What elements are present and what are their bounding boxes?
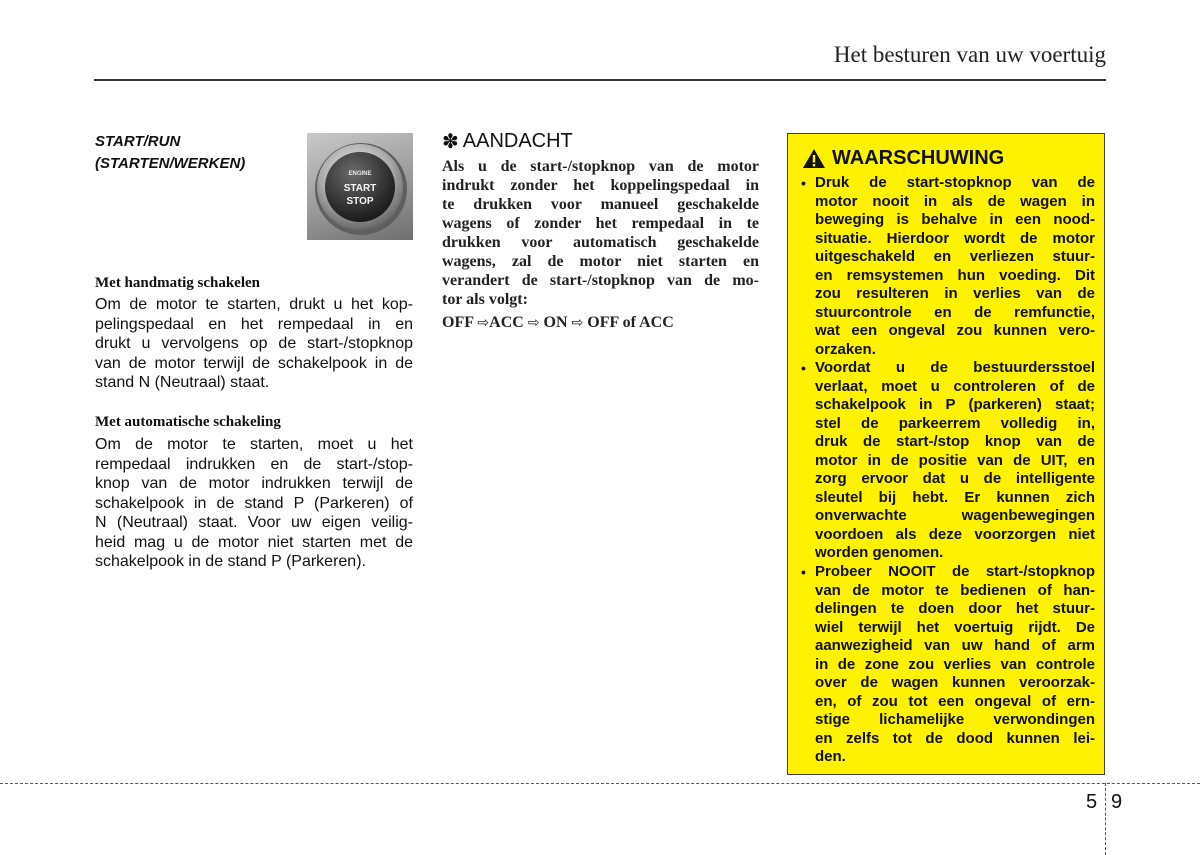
arrow-right-icon: ⇨ <box>477 315 490 331</box>
paragraph-line: Om de motor te starten, moet u het <box>95 436 413 453</box>
list-item-line: zorg ervoor dat u de intelligente <box>815 470 1095 487</box>
paragraph-line: drukken voor automatisch geschakelde <box>442 234 759 251</box>
paragraph-line: drukt u vervolgens op de start-/stopknop <box>95 335 413 352</box>
list-item-line: stige lichamelijke verwondingen <box>815 711 1095 728</box>
list-item-line: stel de parkeerrem volledig in, <box>815 414 1095 432</box>
list-item-line: motor in de positie van de UIT, en <box>815 451 1095 469</box>
list-item-line: stuurcontrole en de remfunctie, <box>815 303 1095 321</box>
paragraph-line: wagens, zal de motor niet starten en <box>442 253 759 270</box>
running-header-title: Het besturen van uw voertuig <box>833 42 1106 67</box>
attention-paragraph <box>442 157 759 309</box>
warning-triangle-icon <box>802 148 826 169</box>
button-label-engine: ENGINE <box>348 171 372 177</box>
footer-dashed-divider <box>1105 783 1106 855</box>
paragraph-line: tor als volgt: <box>442 291 528 308</box>
list-item-line: Druk de start-stopknop van de <box>815 174 1095 191</box>
paragraph-line: wagens of zonder het rempedaal in te <box>442 215 759 232</box>
bullet-icon: • <box>801 175 806 191</box>
state-on: ON <box>543 314 568 331</box>
asterisk-icon: ✽ <box>442 130 459 153</box>
state-off-or-acc: OFF of ACC <box>587 314 674 331</box>
list-item-line: worden genomen. <box>815 544 944 561</box>
paragraph-line: stand N (Neutraal) staat. <box>95 374 270 391</box>
list-item-line: druk de start-/stop knop van de <box>815 433 1095 450</box>
state-acc: ACC <box>489 314 524 331</box>
section-title-line-1: START/RUN <box>95 133 181 150</box>
footer-dashed-rule <box>0 783 1200 784</box>
manual-transmission-heading: Met handmatig schakelen <box>95 275 260 291</box>
list-item-line: en zelfs tot de dood kunnen lei- <box>815 729 1095 747</box>
button-label-start: START <box>343 183 377 194</box>
chapter-number: 5 <box>1086 791 1098 813</box>
paragraph-line: heid mag u de motor niet starten met de <box>95 533 413 551</box>
list-item-line: sleutel bij hebt. Er kunnen zich <box>815 488 1095 506</box>
attention-heading <box>442 130 573 153</box>
page-number: 9 <box>1111 791 1123 813</box>
manual-transmission-paragraph <box>95 295 413 393</box>
bullet-icon: • <box>801 564 806 580</box>
warning-heading <box>802 147 1004 170</box>
warning-list-item-1 <box>800 174 1095 359</box>
paragraph-line: pelingspedaal en het rempedaal in en <box>95 315 413 333</box>
list-item-line: Probeer NOOIT de start-/stopknop <box>815 563 1095 580</box>
button-state-sequence <box>442 314 674 332</box>
list-item-line: van de motor te bedienen of han- <box>815 581 1095 599</box>
list-item-line: onverwachte wagenbewegingen <box>815 507 1095 524</box>
automatic-transmission-heading: Met automatische schakeling <box>95 414 281 430</box>
paragraph-line: te drukken voor manueel geschakelde <box>442 196 759 213</box>
list-item-line: wat een ongeval zou kunnen vero- <box>815 322 1095 339</box>
paragraph-line: rempedaal indrukken en de start-/stop- <box>95 455 413 473</box>
list-item-line: den. <box>815 748 846 765</box>
paragraph-line: van de motor terwijl de schakelpook in de <box>95 354 413 372</box>
paragraph-line: verandert de start-/stopknop van de mo- <box>442 272 759 289</box>
header-rule <box>94 79 1106 81</box>
list-item-line: en, of zou tot een ongeval of ern- <box>815 692 1095 710</box>
list-item-line: aanwezigheid van uw hand of arm <box>815 637 1095 654</box>
paragraph-line: knop van de motor indrukken terwijl de <box>95 475 413 492</box>
paragraph-line: indrukt zonder het koppelingspedaal in <box>442 177 759 194</box>
list-item-line: uitgeschakeld en verliezen stuur- <box>815 248 1095 265</box>
list-item-line: zou resulteren in verlies van de <box>815 285 1095 302</box>
list-item-line: beweging is behalve in een nood- <box>815 211 1095 228</box>
list-item-line: delingen te doen door het stuur- <box>815 600 1095 617</box>
warning-list-item-2 <box>800 359 1095 563</box>
list-item-line: over de wagen kunnen veroorzak- <box>815 674 1095 691</box>
section-title <box>95 131 295 175</box>
section-title-line-2: (STARTEN/WERKEN) <box>95 155 246 172</box>
list-item-line: in de zone zou verlies van controle <box>815 655 1095 673</box>
arrow-right-icon: ⇨ <box>527 315 540 331</box>
warning-list-item-3 <box>800 563 1095 767</box>
attention-heading-label: AANDACHT <box>462 130 573 152</box>
list-item-line: voordoen als deze voorzorgen niet <box>815 525 1095 543</box>
arrow-right-icon: ⇨ <box>571 315 584 331</box>
automatic-transmission-paragraph <box>95 435 413 572</box>
paragraph-line: schakelpook in de stand P (Parkeren). <box>95 553 366 570</box>
button-label-stop: STOP <box>346 196 374 207</box>
state-off: OFF <box>442 314 474 331</box>
list-item-line: Voordat u de bestuurdersstoel <box>815 359 1095 376</box>
list-item-line: en remsystemen hun voeding. Dit <box>815 266 1095 284</box>
list-item-line: situatie. Hierdoor wordt de motor <box>815 229 1095 247</box>
start-stop-button-icon <box>307 133 413 240</box>
warning-heading-label: WAARSCHUWING <box>832 147 1005 169</box>
list-item <box>800 359 1095 563</box>
list-item-line: orzaken. <box>815 340 876 358</box>
engine-start-stop-button-photo <box>307 133 413 240</box>
paragraph-line: N (Neutraal) staat. Voor uw eigen veilig- <box>95 514 413 531</box>
bullet-icon: • <box>801 360 806 376</box>
list-item <box>800 563 1095 767</box>
paragraph-line: Als u de start-/stopknop van de motor <box>442 158 759 175</box>
list-item-line: schakelpook in P (parkeren) staat; <box>815 396 1095 413</box>
list-item-line: verlaat, moet u controleren of de <box>815 377 1095 395</box>
paragraph-line: Om de motor te starten, drukt u het kop- <box>95 296 413 313</box>
list-item-line: wiel terwijl het voertuig rijdt. De <box>815 618 1095 636</box>
list-item <box>800 174 1095 359</box>
paragraph-line: schakelpook in de stand P (Parkeren) of <box>95 494 413 512</box>
list-item-line: motor nooit in als de wagen in <box>815 192 1095 210</box>
